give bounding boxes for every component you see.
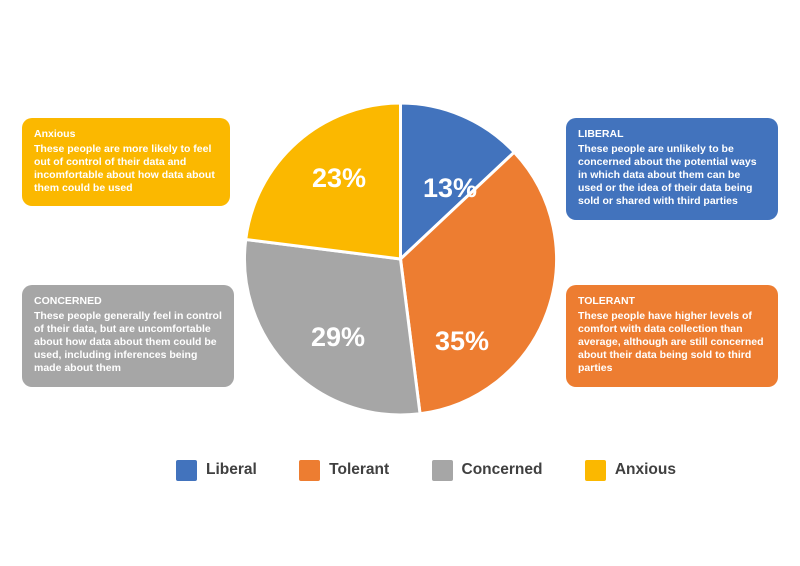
legend-label-anxious: Anxious xyxy=(614,461,676,478)
callout-concerned-text: These people generally feel in control of their data, but are uncomfortable about how data about them could be used, including inferences being made about them xyxy=(34,309,222,375)
callout-anxious xyxy=(22,118,230,206)
pie-svg xyxy=(243,100,558,418)
legend-label-concerned: Concerned xyxy=(461,461,543,478)
callout-tolerant-title: TOLERANT xyxy=(578,295,635,307)
callout-liberal xyxy=(566,118,778,220)
legend-item-anxious xyxy=(585,460,676,481)
callout-tolerant-text: These people have higher levels of comfort with data collection than average, although are still concerned about their data being sold to third parties xyxy=(578,309,764,375)
callout-anxious-text: These people are more likely to feel out of control of their data and incomfortable about how data about them could be used xyxy=(34,142,215,195)
slice-label-anxious: 23% xyxy=(311,163,367,194)
slice-label-concerned: 29% xyxy=(310,322,366,353)
callout-liberal-title: LIBERAL xyxy=(578,128,624,140)
legend-item-tolerant xyxy=(299,460,389,481)
legend-item-concerned xyxy=(432,460,543,481)
legend-swatch-concerned xyxy=(432,460,453,481)
legend-label-tolerant: Tolerant xyxy=(329,461,390,478)
pie-slice-group xyxy=(245,103,557,415)
legend-swatch-liberal xyxy=(176,460,197,481)
legend-swatch-anxious xyxy=(585,460,606,481)
callout-concerned xyxy=(22,285,234,387)
callout-concerned-title: CONCERNED xyxy=(34,295,102,307)
slice-label-liberal: 13% xyxy=(422,173,478,204)
legend-swatch-tolerant xyxy=(299,460,320,481)
callout-liberal-text: These people are unlikely to be concerned about the potential ways in which data about them can be used or the idea of their data being sold or shared with third parties xyxy=(578,142,757,208)
pie-chart xyxy=(243,100,558,418)
legend-item-liberal xyxy=(176,460,257,481)
chart-legend xyxy=(176,455,676,485)
slice-label-tolerant: 35% xyxy=(434,326,490,357)
callout-anxious-title: Anxious xyxy=(34,128,76,140)
legend-label-liberal: Liberal xyxy=(206,461,257,478)
callout-tolerant xyxy=(566,285,778,387)
